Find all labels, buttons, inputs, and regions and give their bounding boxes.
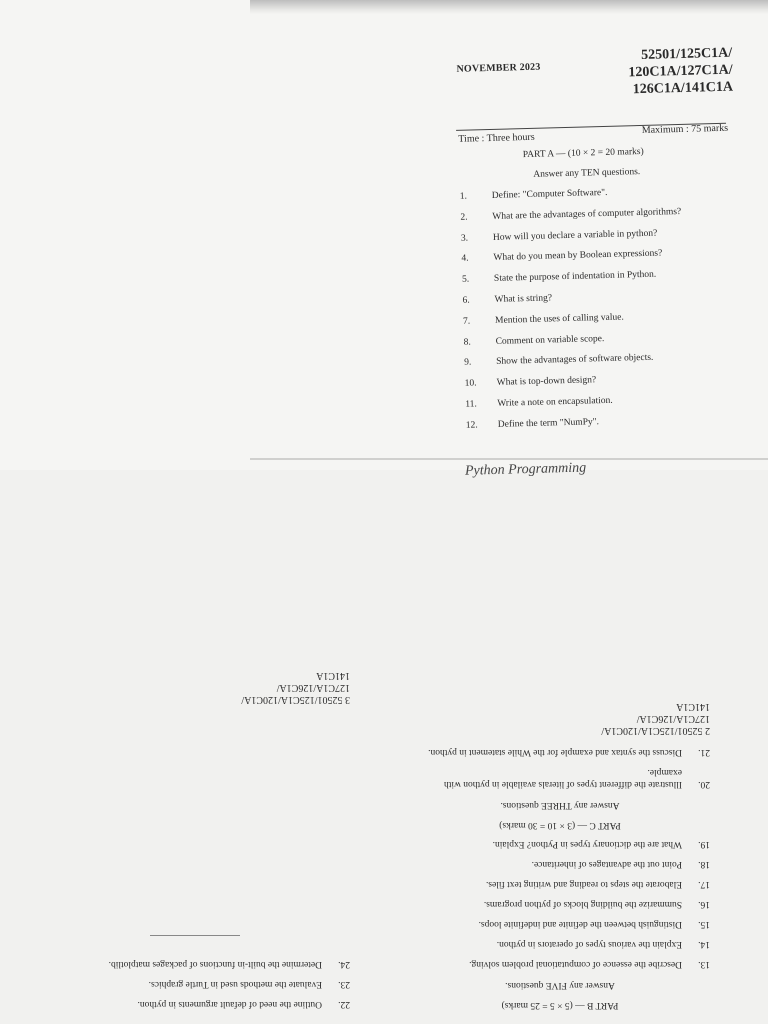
question-number: 1.: [459, 191, 468, 202]
right-column: [50, 669, 350, 1010]
question-text: What is top-down design?: [496, 375, 597, 389]
question-text: Point out the advantages of inheritance.: [531, 859, 682, 869]
question-number: 20.: [698, 779, 710, 789]
question-number: 15.: [698, 919, 710, 929]
question-item: [50, 998, 350, 1010]
question-text: Show the advantages of software objects.: [496, 353, 654, 368]
page-footer-code: [50, 669, 350, 705]
footer-line: 141C1A: [676, 701, 710, 712]
question-item: [410, 958, 710, 970]
left-column: [410, 700, 710, 1010]
page-footer-code: [410, 700, 710, 736]
question-number: 5.: [461, 274, 470, 285]
question-text: Outline the need of default arguments in python.: [137, 999, 322, 1009]
divider: [150, 935, 240, 936]
question-item: [50, 978, 350, 990]
exam-max-marks: Maximum : 75 marks: [641, 122, 729, 137]
question-number: 13.: [698, 959, 710, 969]
question-number: 23.: [338, 979, 350, 989]
question-number: 2.: [460, 212, 468, 223]
question-text: Mention the uses of calling value.: [494, 312, 624, 326]
question-text: What is string?: [494, 293, 553, 305]
question-number: 22.: [338, 999, 350, 1009]
question-item: [410, 746, 710, 758]
question-text: Define the term "NumPy".: [497, 416, 600, 430]
question-number: 21.: [698, 747, 710, 757]
question-text: Distinguish between the definite and indefinite loops.: [478, 919, 682, 929]
exam-code-line: 120C1A/127C1A/: [628, 62, 733, 81]
part-a-instruction: Answer any TEN questions.: [533, 167, 641, 180]
question-number: 4.: [461, 253, 469, 265]
question-text: What are the advantages of computer algorithms?: [492, 206, 682, 222]
exam-code-line: 52501/125C1A/: [641, 45, 733, 63]
question-number: 7.: [462, 316, 471, 327]
exam-time: Time : Three hours: [458, 131, 535, 145]
question-text: What are the dictionary types in Python? Explain.: [492, 839, 682, 849]
question-item: [410, 878, 710, 890]
question-item: [410, 858, 710, 870]
question-number: 17.: [698, 879, 710, 889]
question-text: Determine the built-in functions of packages matplotlib.: [108, 959, 322, 969]
handwritten-note: Python Programming: [464, 460, 587, 479]
part-b-heading: PART B — (5 × 5 = 25 marks): [501, 1000, 619, 1010]
question-text: Describe the essence of computational problem solving.: [469, 959, 682, 969]
question-number: 14.: [698, 939, 710, 949]
question-item: [410, 918, 710, 930]
question-number: 3.: [460, 233, 469, 244]
question-text: Summarize the building blocks of python programs.: [483, 899, 682, 909]
footer-line: 2 52501/125C1A/120C1A/: [601, 725, 710, 736]
question-text: Explain the various types of operators in python.: [496, 939, 682, 949]
question-item: [50, 958, 350, 970]
question-number: 6.: [462, 295, 470, 306]
exam-page-bottom-inverted: [40, 560, 760, 1010]
scan-shadow: [250, 0, 768, 14]
question-number: 24.: [338, 959, 350, 969]
question-number: 11.: [465, 399, 477, 410]
question-text: Write a note on encapsulation.: [497, 395, 613, 409]
footer-line: 127C1A/126C1A/: [636, 713, 710, 724]
question-item: [410, 838, 710, 850]
question-item: [410, 898, 710, 910]
exam-month: NOVEMBER 2023: [456, 61, 541, 75]
question-text: Comment on variable scope.: [495, 333, 605, 347]
question-number: 19.: [698, 839, 710, 849]
question-number: 16.: [698, 899, 710, 909]
exam-code: [628, 45, 734, 99]
question-text: Discuss the syntax and example for the While statement in python.: [428, 747, 682, 757]
part-c-heading: PART C — (3 × 10 = 30 marks): [499, 820, 621, 830]
question-text: Define: "Computer Software".: [491, 187, 608, 201]
question-item: [410, 766, 710, 790]
footer-line: 141C1A: [316, 670, 350, 681]
question-text: Elaborate the steps to reading and writing text files.: [485, 879, 682, 889]
question-number: 10.: [464, 378, 477, 389]
question-number: 12.: [465, 420, 478, 431]
question-number: 8.: [463, 337, 471, 348]
part-a-questions: [460, 184, 756, 441]
question-text: Illustrate the different types of literals available in python with example.: [443, 767, 682, 789]
part-b-instruction: Answer any FIVE questions.: [505, 980, 615, 990]
footer-line: 3 52501/125C1A/120C1A/: [241, 694, 350, 705]
exam-page-top: [450, 42, 761, 480]
question-text: What do you mean by Boolean expressions?: [493, 248, 663, 264]
question-number: 9.: [464, 357, 472, 369]
question-text: How will you declare a variable in python?: [492, 228, 658, 243]
part-c-instruction: Answer any THREE questions.: [500, 800, 620, 810]
part-a-heading: PART A — (10 × 2 = 20 marks): [522, 146, 644, 161]
footer-line: 127C1A/126C1A/: [276, 682, 350, 693]
exam-code-line: 126C1A/141C1A: [632, 79, 734, 98]
question-item: [410, 938, 710, 950]
question-text: State the purpose of indentation in Python.: [493, 269, 657, 285]
question-number: 18.: [698, 859, 710, 869]
question-text: Evaluate the methods used in Turtle graphics.: [148, 979, 322, 989]
